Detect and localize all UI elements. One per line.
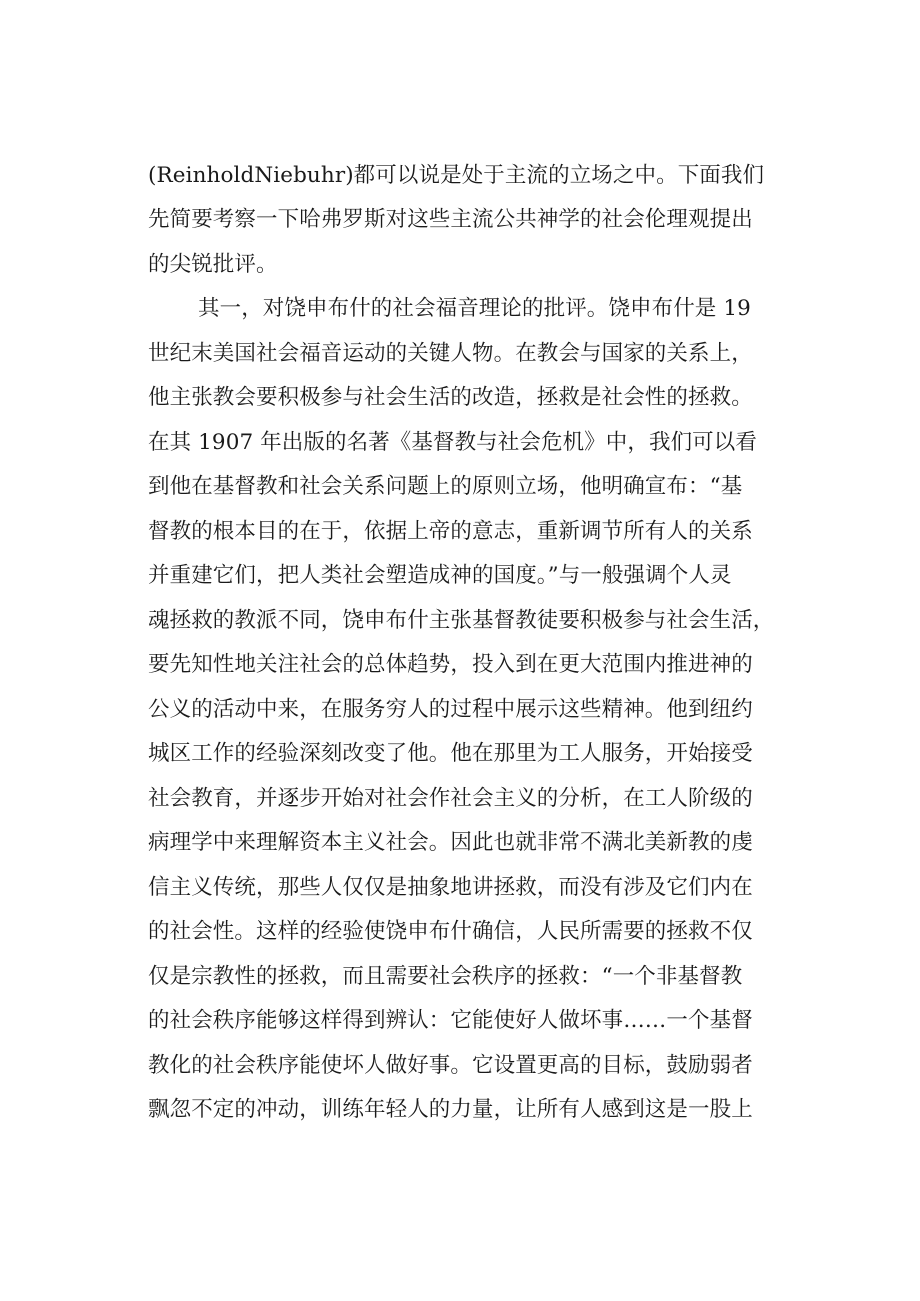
- text-line: 的尖锐批评。: [148, 252, 278, 277]
- text-line: 他主张教会要积极参与社会生活的改造，拯救是社会性的拯救。: [148, 385, 753, 410]
- text-line: 飘忽不定的冲动，训练年轻人的力量，让所有人感到这是一股上: [148, 1097, 753, 1122]
- text-line: 的社会秩序能够这样得到辨认：它能使好人做坏事……一个基督: [148, 1008, 753, 1033]
- text-line: 要先知性地关注社会的总体趋势，投入到在更大范围内推进神的: [148, 652, 753, 677]
- text-line: 社会教育，并逐步开始对社会作社会主义的分析，在工人阶级的: [148, 786, 753, 811]
- text-line: 并重建它们，把人类社会塑造成神的国度。”与一般强调个人灵: [148, 563, 732, 588]
- text-line: 教化的社会秩序能使坏人做好事。它设置更高的目标，鼓励弱者: [148, 1053, 753, 1078]
- text-line: 在其 1907 年出版的名著《基督教与社会危机》中，我们可以看: [148, 430, 757, 455]
- text-line: 到他在基督教和社会关系问题上的原则立场，他明确宣布：“基: [148, 474, 743, 499]
- text-line: 世纪末美国社会福音运动的关键人物。在教会与国家的关系上，: [148, 341, 753, 366]
- text-line: 信主义传统，那些人仅仅是抽象地讲拯救，而没有涉及它们内在: [148, 875, 753, 900]
- text-line: 魂拯救的教派不同，饶申布什主张基督教徒要积极参与社会生活，: [148, 608, 775, 633]
- paragraph-start-line: 其一，对饶申布什的社会福音理论的批评。饶申布什是 19: [198, 296, 751, 321]
- text-line: 督教的根本目的在于，依据上帝的意志，重新调节所有人的关系: [148, 519, 753, 544]
- text-line: 的社会性。这样的经验使饶申布什确信，人民所需要的拯救不仅: [148, 919, 753, 944]
- text-line: 病理学中来理解资本主义社会。因此也就非常不满北美新教的虔: [148, 830, 753, 855]
- text-line: 先简要考察一下哈弗罗斯对这些主流公共神学的社会伦理观提出: [148, 207, 753, 232]
- text-line: 公义的活动中来，在服务穷人的过程中展示这些精神。他到纽约: [148, 697, 753, 722]
- text-line: (ReinholdNiebuhr)都可以说是处于主流的立场之中。下面我们: [148, 163, 765, 188]
- text-line: 城区工作的经验深刻改变了他。他在那里为工人服务，开始接受: [148, 741, 753, 766]
- text-line: 仅是宗教性的拯救，而且需要社会秩序的拯救：“一个非基督教: [148, 964, 743, 989]
